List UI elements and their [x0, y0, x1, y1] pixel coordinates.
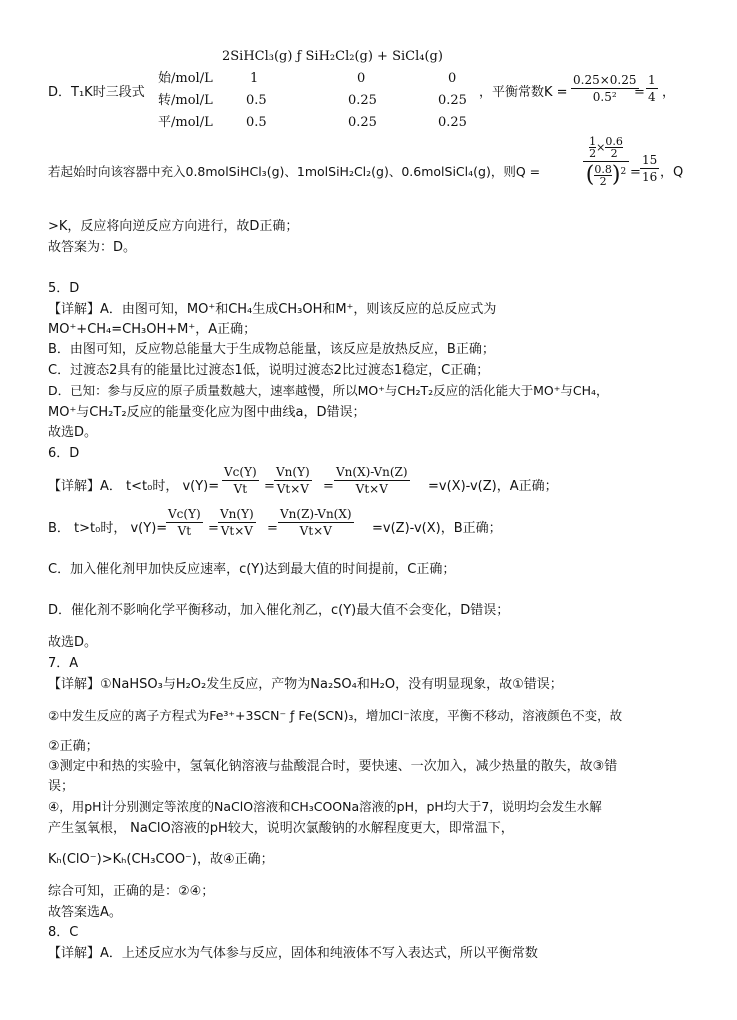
tri-row-label-2: 转/mol/L [158, 93, 213, 108]
k-result-den: 4 [648, 90, 656, 104]
q7-line: 产生氢氧根， NaClO溶液的pH较大，说明次氯酸钠的水解程度更大，即常温下， [48, 821, 514, 836]
q-eq: = [630, 165, 641, 180]
q-inner-num-b: 0.6 [605, 135, 623, 148]
q7-line: ③测定中和热的实验中，氢氧化钠溶液与盐酸混合时，要快速、一次加入，减少热量的散失，故③错 [48, 759, 618, 774]
tri-row-label-3: 平/mol/L [158, 115, 213, 130]
q-end: ，Q [660, 165, 684, 180]
k-end: ， [662, 85, 676, 100]
tri-cell: 0.5 [246, 115, 267, 130]
q6-b-frac1-num: Vc(Y) [168, 507, 201, 521]
q6-a-frac3-den: Vt×V [355, 482, 388, 496]
q8-line: 【详解】A．上述反应水为气体参与反应，固体和纯液体不写入表达式，所以平衡常数 [48, 946, 538, 961]
q-numerator [583, 136, 629, 162]
k-frac-num: 0.25×0.25 [573, 73, 637, 87]
q6-a-frac1-den: Vt [233, 482, 248, 496]
q6-b-frac2 [218, 508, 256, 537]
q6-b-eq2: = [267, 521, 278, 536]
q6-b-frac1-den: Vt [177, 524, 192, 538]
tri-row-label-1: 始/mol/L [158, 71, 213, 86]
tri-cell: 0.25 [438, 115, 467, 130]
q7-line: ②正确； [48, 739, 99, 754]
tri-cell: 0 [448, 71, 457, 86]
q6-a-frac1-num: Vc(Y) [224, 465, 257, 479]
k-text: ，平衡常数K = [479, 85, 568, 100]
q5-line: D．已知：参与反应的原子质量数越大，速率越慢，所以MO⁺与CH₂T₂反应的活化能大于MO⁺与CH₄， [48, 383, 609, 398]
q7-line: 综合可知，正确的是：②④； [48, 884, 215, 899]
q7-line: ②中发生反应的离子方程式为Fe³⁺+3SCN⁻ ƒ Fe(SCN)₃，增加Cl⁻浓度，平衡不移动，溶液颜色不变，故 [48, 708, 623, 723]
q-denominator: ( $\frac{0.8}{2}$ )$^2$ [585, 162, 627, 188]
q7-line: Kₕ(ClO⁻)>Kₕ(CH₃COO⁻)，故④正确； [48, 852, 274, 867]
tri-cell: 0.25 [348, 93, 377, 108]
q7-line: 误； [48, 779, 75, 794]
q7-line: 【详解】①NaHSO₃与H₂O₂发生反应，产物为Na₂SO₄和H₂O，没有明显现象，故①错误； [48, 677, 563, 692]
q5-number: 5．D [48, 281, 80, 296]
q5-line: 故选D。 [48, 425, 98, 440]
q-result-num: 15 [642, 153, 658, 167]
q7-line: ④，用pH计分别测定等浓度的NaClO溶液和CH₃COONa溶液的pH，pH均大于7，说明均会发生水解 [48, 799, 602, 814]
q6-c-line: C．加入催化剂甲加快反应速率，c(Y)达到最大值的时间提前，C正确； [48, 562, 456, 577]
q6-b-eq1: = [208, 521, 219, 536]
q8-number: 8．C [48, 925, 79, 940]
q-result-den: 16 [642, 170, 658, 184]
q6-a-eq1: = [264, 479, 275, 494]
k-frac-den: 0.5² [592, 90, 617, 104]
q7-line: 故答案选A。 [48, 905, 122, 920]
equation-header: 2SiHCl₃(g) ƒ SiH₂Cl₂(g) + SiCl₄(g) [222, 49, 443, 64]
q6-b-frac1 [166, 508, 203, 537]
k-eq: = [634, 85, 645, 100]
q6-b-frac3 [278, 508, 354, 537]
q5-line: C．过渡态2具有的能量比过渡态1低，说明过渡态2比过渡态1稳定，C正确； [48, 363, 490, 378]
q6-a-frac2-num: Vn(Y) [276, 465, 310, 479]
q-result [640, 154, 659, 183]
q6-b-prefix: B． t>t₀时， v(Y)= [48, 521, 168, 536]
q6-a-suffix: =v(X)-v(Z)，A正确； [428, 479, 558, 494]
q-den-num: 0.8 [594, 163, 612, 176]
q5-line: 【详解】A．由图可知，MO⁺和CH₄生成CH₃OH和M⁺，则该反应的总反应式为 [48, 302, 497, 317]
q-inner-den-b: 2 [610, 147, 618, 160]
k-fraction [571, 74, 639, 103]
q6-number: 6．D [48, 446, 80, 461]
q5-line: B．由图可知，反应物总能量大于生成物总能量，该反应是放热反应，B正确； [48, 342, 495, 357]
q6-a-frac2 [274, 466, 312, 495]
tri-label: D．T₁K时三段式 [48, 85, 145, 100]
q6-end: 故选D。 [48, 635, 98, 650]
q6-b-suffix: =v(Z)-v(X)，B正确； [372, 521, 502, 536]
q6-a-frac3 [334, 466, 410, 495]
q5-line: MO⁺+CH₄=CH₃OH+M⁺，A正确； [48, 322, 257, 337]
q6-b-frac3-den: Vt×V [299, 524, 332, 538]
q6-a-frac2-den: Vt×V [276, 482, 309, 496]
q7-number: 7．A [48, 656, 79, 671]
q-times: × [596, 141, 606, 154]
tri-cell: 0 [357, 71, 366, 86]
q-line3: 故答案为：D。 [48, 240, 137, 255]
q-den-den: 2 [599, 175, 607, 188]
q-text: 若起始时向该容器中充入0.8molSiHCl₃(g)、1molSiH₂Cl₂(g)、0.6molSiCl₄(g)，则Q = [48, 164, 541, 179]
q6-b-frac3-num: Vn(Z)-Vn(X) [280, 507, 352, 521]
q6-b-frac2-den: Vt×V [220, 524, 253, 538]
k-result-num: 1 [648, 73, 656, 87]
q6-a-eq2: = [323, 479, 334, 494]
q6-a-frac1 [222, 466, 259, 495]
tri-cell: 1 [250, 71, 259, 86]
tri-cell: 0.5 [246, 93, 267, 108]
q-inner-num-a: 1 [589, 135, 597, 148]
q-fraction [583, 136, 629, 187]
q-inner-den-a: 2 [589, 147, 597, 160]
q-line2: >K，反应将向逆反应方向进行，故D正确； [48, 219, 299, 234]
q6-a-frac3-num: Vn(X)-Vn(Z) [336, 465, 408, 479]
q6-a-prefix: 【详解】A． t<t₀时， v(Y)= [48, 479, 220, 494]
q6-b-frac2-num: Vn(Y) [220, 507, 254, 521]
q5-line: MO⁺与CH₂T₂反应的能量变化应为图中曲线a，D错误； [48, 405, 366, 420]
q6-d-line: D．催化剂不影响化学平衡移动，加入催化剂乙，c(Y)最大值不会变化，D错误； [48, 603, 510, 618]
tri-cell: 0.25 [438, 93, 467, 108]
tri-cell: 0.25 [348, 115, 377, 130]
k-result [646, 74, 658, 103]
